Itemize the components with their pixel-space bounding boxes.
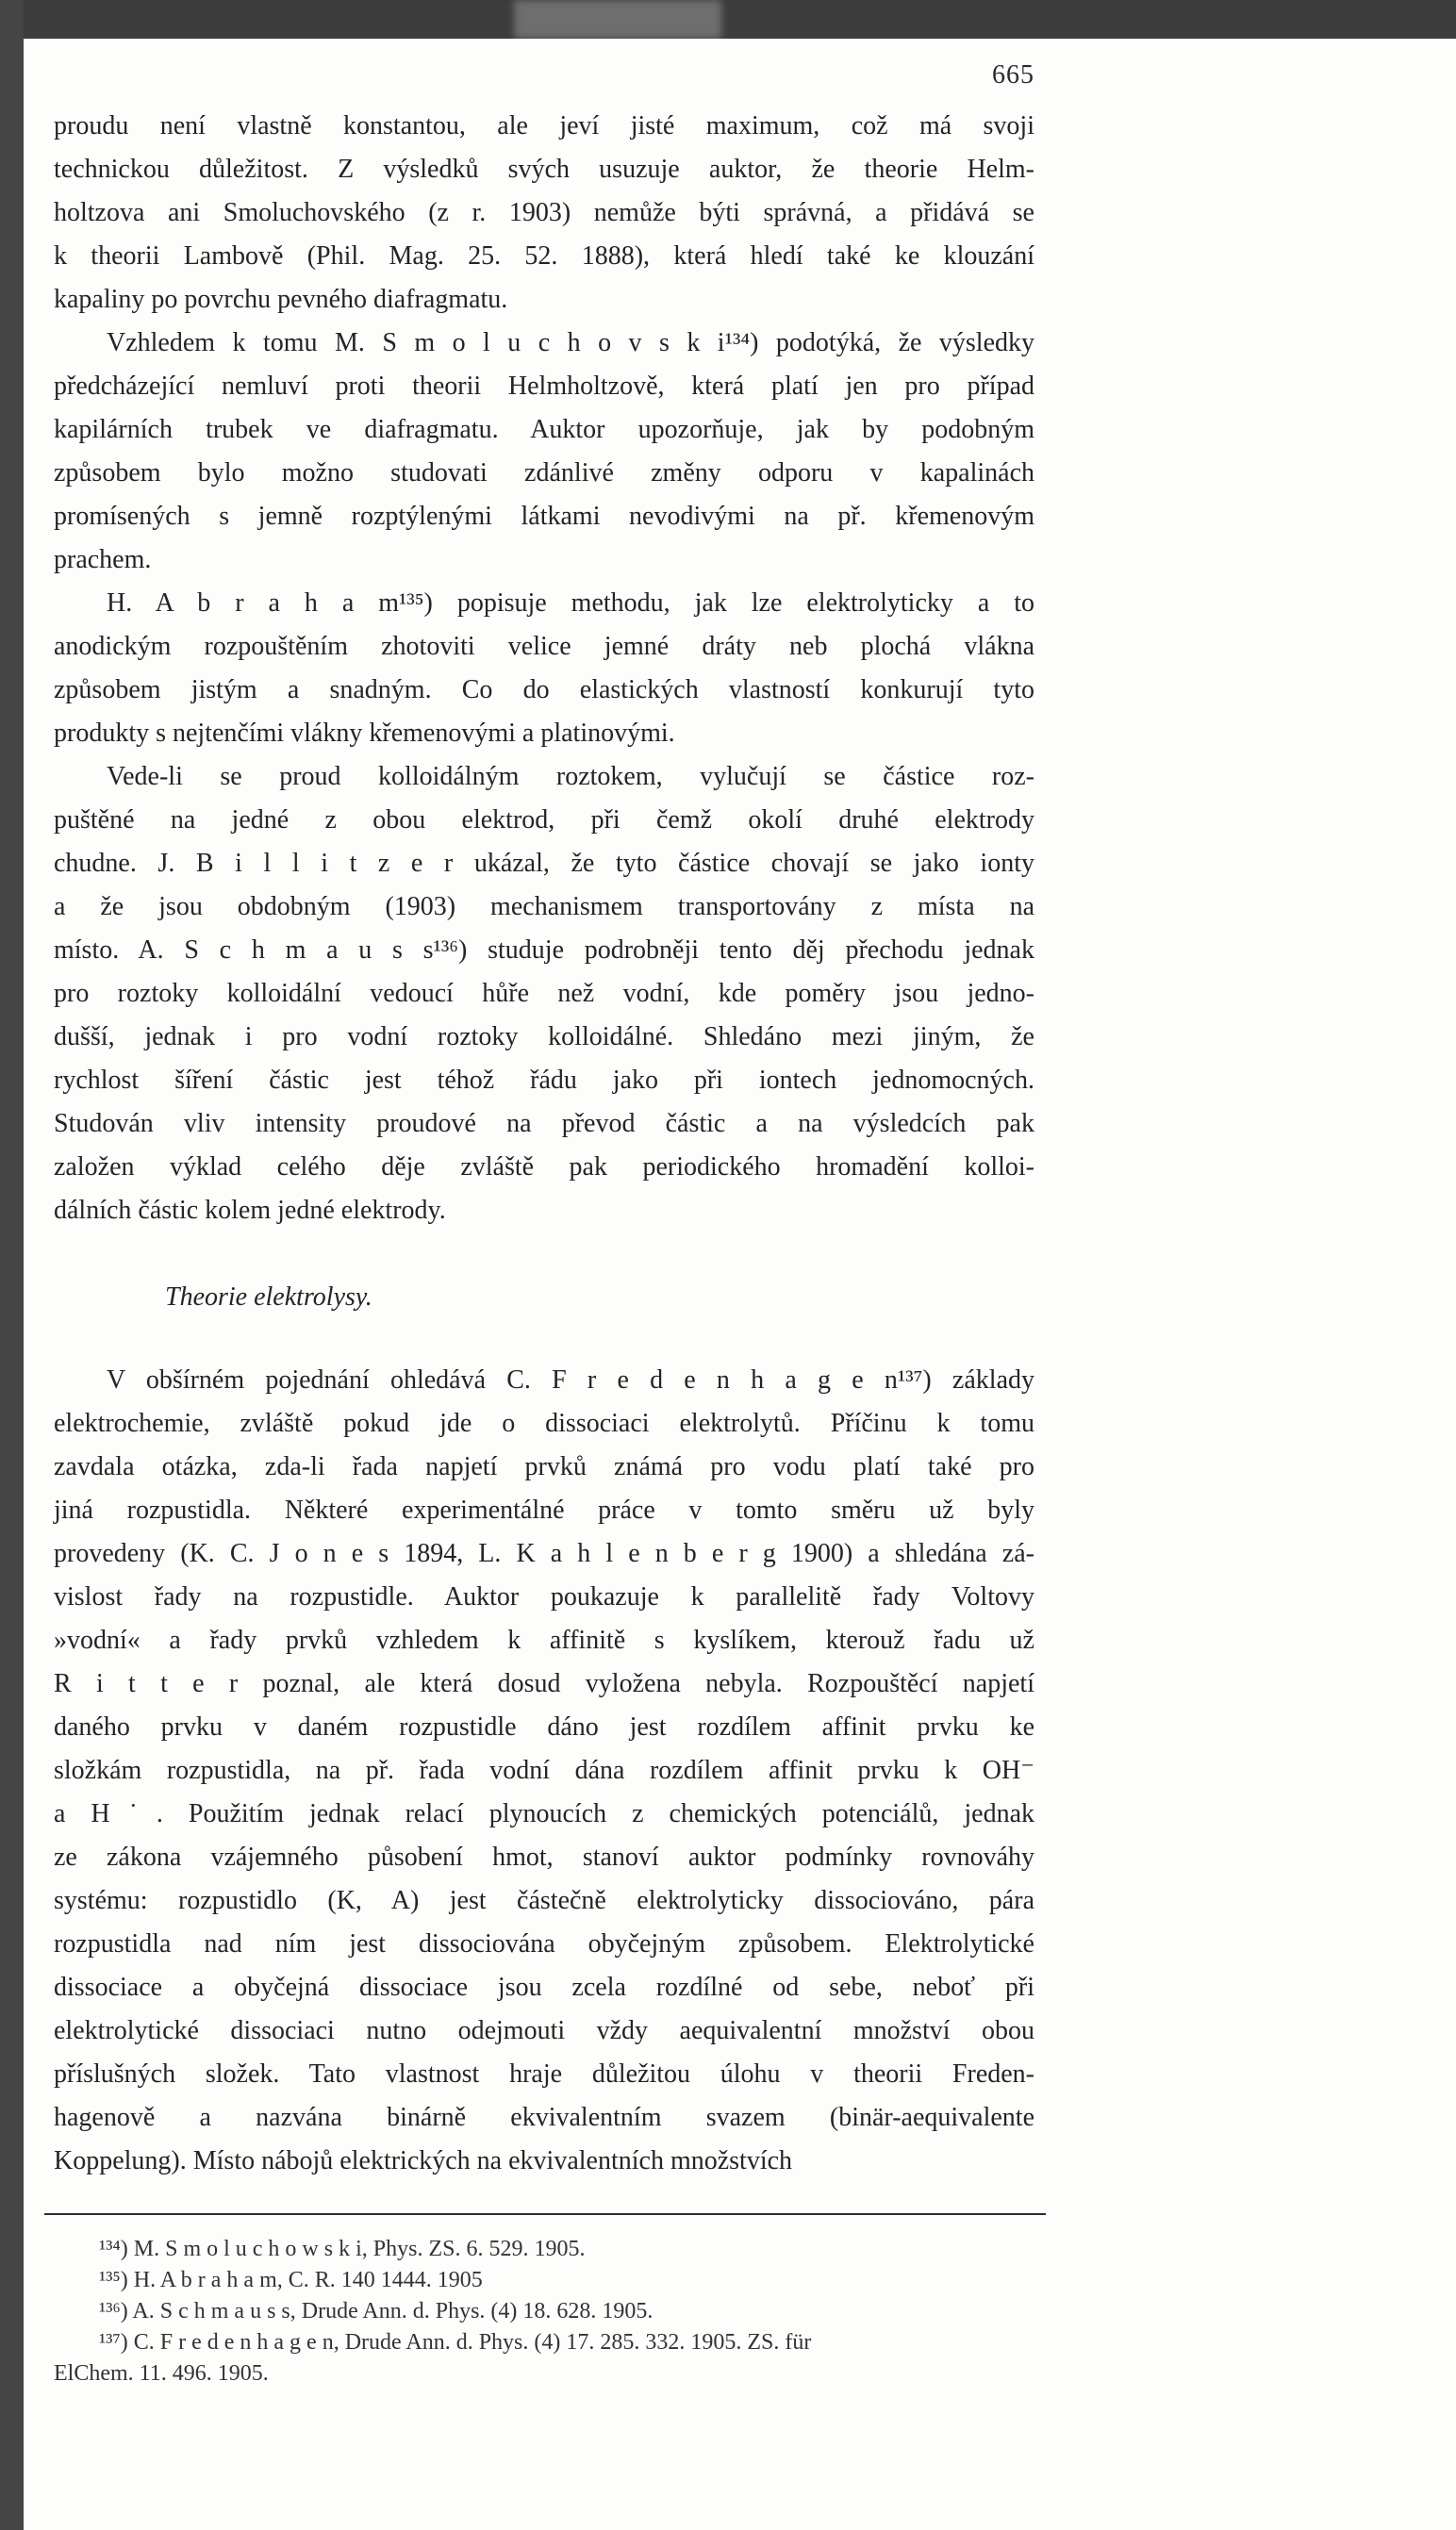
footnote-line: ¹³⁵) H. A b r a h a m, C. R. 140 1444. 1905 (99, 2268, 483, 2292)
text-line: proudu není vlastně konstantou, ale jeví jisté maximum, což má svoji (54, 111, 1034, 141)
text-line: rozpustidla nad ním jest dissociována obyčejným způsobem. Elektrolytické (54, 1929, 1034, 1959)
text-line: elektrolytické dissociaci nutno odejmouti vždy aequivalentní množství obou (54, 2016, 1034, 2045)
text-line: V obšírném pojednání ohledává C. F r e d e n h a g e n¹³⁷) základy (107, 1365, 1034, 1395)
paragraph (54, 755, 1034, 1232)
text-line: provedeny (K. C. J o n e s 1894, L. K a h l e n b e r g 1900) a shledána zá- (54, 1539, 1034, 1568)
footnote-line: ¹³⁷) C. F r e d e n h a g e n, Drude Ann. d. Phys. (4) 17. 285. 332. 1905. ZS. für (99, 2330, 812, 2355)
text-line: a že jsou obdobným (1903) mechanismem transportovány z místa na (54, 892, 1034, 921)
text-line: rychlost šíření částic jest téhož řádu jako při iontech jednomocných. (54, 1066, 1034, 1095)
text-line: R i t t e r poznal, ale která dosud vyložena nebyla. Rozpouštěcí napjetí (54, 1669, 1034, 1698)
footnote-line: ¹³⁴) M. S m o l u c h o w s k i, Phys. ZS. 6. 529. 1905. (99, 2237, 586, 2261)
text-line: způsobem jistým a snadným. Co do elastických vlastností konkurují tyto (54, 675, 1034, 704)
paragraph (54, 582, 1034, 755)
text-line: chudne. J. B i l l i t z e r ukázal, že tyto částice chovají se jako ionty (54, 849, 1034, 878)
footnote-line: ElChem. 11. 496. 1905. (54, 2361, 269, 2386)
footnote-line: ¹³⁶) A. S c h m a u s s, Drude Ann. d. Phys. (4) 18. 628. 1905. (99, 2299, 654, 2323)
footnote-divider (44, 2213, 1046, 2215)
text-line: daného prvku v daném rozpustidle dáno jest rozdílem affinit prvku ke (54, 1712, 1034, 1742)
footnote (54, 2296, 1034, 2327)
text-line: H. A b r a h a m¹³⁵) popisuje methodu, jak lze elektrolyticky a to (107, 588, 1034, 618)
text-line: technickou důležitost. Z výsledků svých usuzuje auktor, že theorie Helm- (54, 155, 1034, 184)
text-line: produkty s nejtenčími vlákny křemenovými a platinovými. (54, 719, 675, 748)
text-line: ze zákona vzájemného působení hmot, stanoví auktor podmínky rovnováhy (54, 1843, 1034, 1872)
scan-light-artifact (514, 0, 721, 39)
text-line: místo. A. S c h m a u s s¹³⁶) studuje podrobněji tento děj přechodu jednak (54, 935, 1034, 965)
text-line: Koppelung). Místo nábojů elektrických na ekvivalentních množstvích (54, 2146, 793, 2175)
text-line: »vodní« a řady prvků vzhledem k affinitě s kyslíkem, kterouž řadu už (54, 1626, 1034, 1655)
footnote (54, 2327, 1034, 2389)
footnote (54, 2265, 1034, 2296)
text-line: příslušných složek. Tato vlastnost hraje důležitou úlohu v theorii Freden- (54, 2059, 1034, 2089)
paragraph (54, 1359, 1034, 2183)
text-line: vislost řady na rozpustidle. Auktor poukazuje k parallelitě řady Voltovy (54, 1582, 1034, 1612)
paragraph (54, 322, 1034, 582)
text-line: a H˙. Použitím jednak relací plynoucích z chemických potenciálů, jednak (54, 1799, 1034, 1828)
text-line: založen výklad celého děje zvláště pak periodického hromadění kolloi- (54, 1152, 1034, 1182)
footnote (54, 2234, 1034, 2265)
text-line: způsobem bylo možno studovati zdánlivé změny odporu v kapalinách (54, 458, 1034, 488)
text-line: pro roztoky kolloidální vedoucí hůře než vodní, kde poměry jsou jedno- (54, 979, 1034, 1008)
text-line: puštěné na jedné z obou elektrod, při čemž okolí druhé elektrody (54, 805, 1034, 835)
text-line: jiná rozpustidla. Některé experimentálné práce v tomto směru už byly (54, 1496, 1034, 1525)
text-line: zavdala otázka, zda-li řada napjetí prvků známá pro vodu platí také pro (54, 1452, 1034, 1481)
scan-edge-left (0, 0, 24, 2530)
text-line: dálních částic kolem jedné elektrody. (54, 1196, 446, 1225)
text-line: Studován vliv intensity proudové na převod částic a na výsledcích pak (54, 1109, 1034, 1138)
footnotes (54, 2234, 1034, 2389)
section-heading: Theorie elektrolysy. (165, 1282, 372, 1312)
text-line: systému: rozpustidlo (K, A) jest částečně elektrolyticky dissociováno, pára (54, 1886, 1034, 1915)
scan-edge-top (0, 0, 1456, 39)
page-number: 665 (992, 60, 1034, 90)
page (24, 39, 1456, 2530)
text-line: Vzhledem k tomu M. S m o l u c h o v s k i¹³⁴) podotýká, že výsledky (107, 328, 1034, 357)
text-line: promísených s jemně rozptýlenými látkami nevodivými na př. křemenovým (54, 502, 1034, 531)
text-line: předcházející nemluví proti theorii Helmholtzově, která platí jen pro případ (54, 372, 1034, 401)
text-line: Vede-li se proud kolloidálným roztokem, vylučují se částice roz- (107, 762, 1034, 791)
content-blocks (54, 105, 1034, 2183)
text-line: holtzova ani Smoluchovského (z r. 1903) nemůže býti správná, a přidává se (54, 198, 1034, 227)
text-line: kapilárních trubek ve diafragmatu. Auktor upozorňuje, jak by podobným (54, 415, 1034, 444)
text-line: elektrochemie, zvláště pokud jde o dissociaci elektrolytů. Příčinu k tomu (54, 1409, 1034, 1438)
text-line: složkám rozpustidla, na př. řada vodní dána rozdílem affinit prvku k OH⁻ (54, 1756, 1034, 1785)
text-line: kapaliny po povrchu pevného diafragmatu. (54, 285, 508, 314)
text-line: dušší, jednak i pro vodní roztoky kolloidálné. Shledáno mezi jiným, že (54, 1022, 1034, 1051)
text-line: k theorii Lambově (Phil. Mag. 25. 52. 1888), která hledí také ke klouzání (54, 241, 1034, 271)
text-line: dissociace a obyčejná dissociace jsou zcela rozdílné od sebe, neboť při (54, 1973, 1034, 2002)
text-line: anodickým rozpouštěním zhotoviti velice jemné dráty neb plochá vlákna (54, 632, 1034, 661)
text-line: prachem. (54, 545, 152, 574)
text-line: hagenově a nazvána binárně ekvivalentním svazem (binär-aequivalente (54, 2103, 1034, 2132)
paragraph (54, 105, 1034, 322)
